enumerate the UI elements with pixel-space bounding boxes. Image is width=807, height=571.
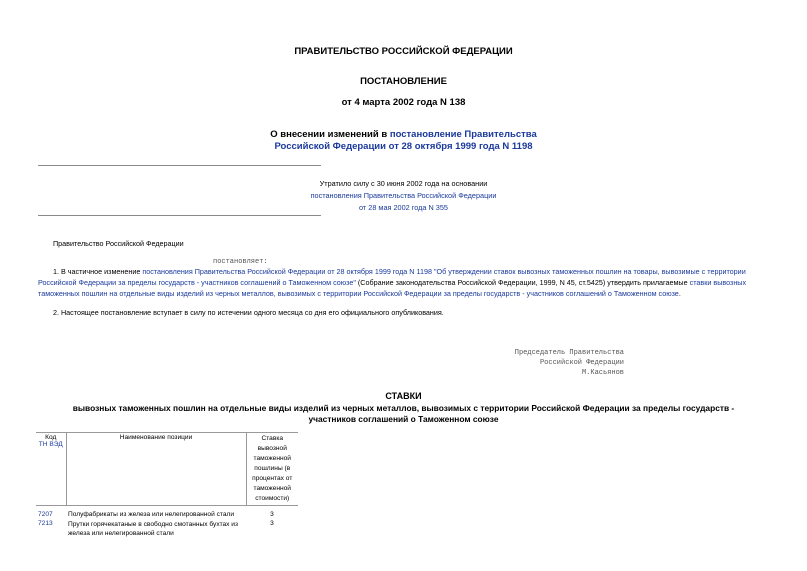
paragraph-1-link-resolution[interactable]: постановления Правительства Российской Федерации от 28 октября 1999 года N 1198 "Об утверждении ставок вывозных таможенных пошлин на товары, вывозимые с территории Российской Федерации за пределы государств - участников соглашений о Таможенном союзе" [38,267,746,287]
header-code [36,433,66,506]
paragraph-2: 2. Настоящее постановление вступает в силу по истечении одного месяца со дня его официального опубликования. [53,308,444,317]
paragraph-1 [38,266,774,299]
table-row [36,519,298,539]
signature [440,348,624,378]
divider-top [38,165,321,166]
table-row [36,506,298,520]
paragraph-1-link-rates[interactable]: ставки вывозных таможенных пошлин на отдельные виды изделий из черных металлов, вывозимых с территории Российской Федерации за пределы государств - участников соглашений о Таможенном союзе [38,278,747,298]
paragraph-1-text-a: 1. В частичное изменение [53,267,143,276]
date-number: от 4 марта 2002 года N 138 [341,97,466,108]
status-note [250,178,557,214]
decrees: постановляет: [213,258,268,266]
row-name: Полуфабрикаты из железа или нелегированной стали [68,511,235,518]
paragraph-1-text-b: (Собрание законодательства Российской Федерации, 1999, N 45, ст.5425) утвердить прилагаемые [355,278,690,287]
annex-subtitle [30,403,777,425]
row-code[interactable]: 7213 [38,520,53,527]
government-title: ПРАВИТЕЛЬСТВО РОССИЙСКОЙ ФЕДЕРАЦИИ [294,46,513,57]
signature-position: Председатель Правительства [514,349,624,357]
header-rate: Ставка вывозной таможенной пошлины (в процентах от таможенной стоимости) [246,433,298,506]
paragraph-1-text-c: . [678,289,681,298]
table-header [36,433,298,506]
doc-type: ПОСТАНОВЛЕНИЕ [360,76,447,87]
row-name: Прутки горячекатаные в свободно смотанных бухтах из железа или нелегированной стали [68,521,239,537]
annex-title: СТАВКИ [385,391,422,401]
preamble: Правительство Российской Федерации [53,239,184,248]
row-code[interactable]: 7207 [38,511,53,518]
signature-country: Российской Федерации [539,359,624,367]
divider-bottom [38,215,321,216]
rates-table [36,432,298,539]
header-code-label: Код [45,434,57,441]
row-rate: 3 [270,511,274,518]
header-name: Наименование позиции [66,433,246,506]
header-code-link[interactable]: ТН ВЭД [38,441,63,448]
title-link-resolution[interactable]: постановление Правительства [389,129,537,140]
annex-subtitle-line-1: вывозных таможенных пошлин на отдельные виды изделий из черных металлов, вывозимых с территории Российской Федерации за пределы государств - [72,403,735,413]
status-note-link-1[interactable]: постановления Правительства Российской Федерации [310,191,497,200]
annex-subtitle-line-2: участников соглашений о Таможенном союзе [308,414,499,424]
doc-title [0,129,807,153]
row-rate: 3 [270,520,274,527]
title-text: О внесении изменений в [270,129,390,140]
signature-name: М.Касьянов [581,369,624,377]
title-link-resolution-date[interactable]: Российской Федерации от 28 октября 1999 года N 1198 [274,141,533,152]
status-note-link-2[interactable]: от 28 мая 2002 года N 355 [359,203,448,212]
status-note-text: Утратило силу с 30 июня 2002 года на основании [319,179,488,188]
